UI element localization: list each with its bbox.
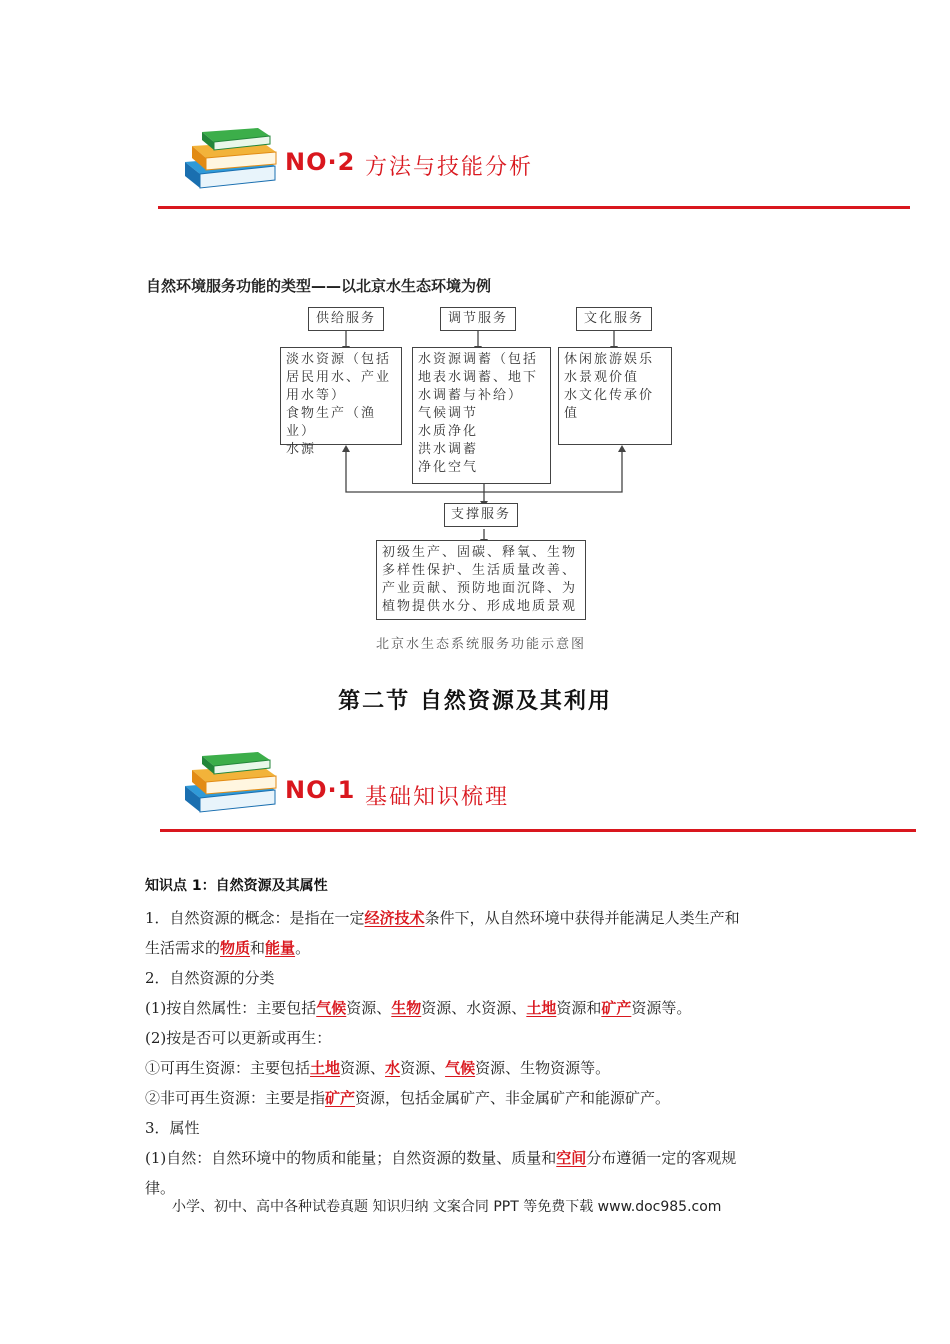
text-line: (1)自然：自然环境中的物质和能量；自然资源的数量、质量和空间分布遵循一定的客观规 [145,1149,737,1167]
text-line: 2．自然资源的分类 [145,969,275,987]
answer-blank: 气候 [316,999,347,1017]
answer-blank: 气候 [445,1059,476,1077]
section-banner-methods [150,122,910,212]
supply-service-box: 供给服务 [308,307,384,331]
culture-service-box: 文化服务 [576,307,652,331]
support-service-detail: 初级生产、固碳、释氧、生物 多样性保护、生活质量改善、 产业贡献、预防地面沉降、为 植物提供水分、形成地质景观 [376,540,586,620]
section-heading: 第二节 自然资源及其利用 [338,689,612,714]
footer-text: 小学、初中、高中各种试卷真题 知识归纳 文案合同 PPT 等免费下载 www.doc985.com [172,1199,722,1215]
text-line: ①可再生资源：主要包括土地资源、水资源、气候资源、生物资源等。 [145,1059,611,1077]
flowchart-title: 自然环境服务功能的类型——以北京水生态环境为例 [146,277,492,295]
books-icon [180,746,280,824]
answer-blank: 空间 [556,1149,587,1167]
answer-blank: 土地 [310,1059,341,1077]
knowledge-point-title: 知识点 1：自然资源及其属性 [145,878,328,894]
text-line: (2)按是否可以更新或再生： [145,1029,332,1047]
text-line: 3．属性 [145,1119,200,1137]
answer-blank: 矿产 [325,1089,356,1107]
text-line: ②非可再生资源：主要是指矿产资源，包括金属矿产、非金属矿产和能源矿产。 [145,1089,671,1107]
banner-number: NO·1 [285,776,356,804]
answer-blank: 矿产 [601,999,632,1017]
answer-blank: 水 [385,1059,401,1077]
knowledge-content [145,875,825,1203]
supply-service-detail: 淡水资源（包括 居民用水、产业 用水等） 食物生产（渔业） 水源 [280,347,402,445]
text-line: (1)按自然属性：主要包括气候资源、生物资源、水资源、土地资源和矿产资源等。 [145,999,692,1017]
banner-divider [160,829,916,832]
banner-number: NO·2 [285,148,356,176]
section-banner-basics [150,746,910,836]
answer-blank: 能量 [265,939,296,957]
culture-service-detail: 休闲旅游娱乐 水景观价值 水文化传承价值 [558,347,672,445]
support-service-box: 支撑服务 [444,503,518,527]
regulate-service-detail: 水资源调蓄（包括 地表水调蓄、地下 水调蓄与补给） 气候调节 水质净化 洪水调蓄 净化空气 [412,347,551,484]
banner-title: 基础知识梳理 [365,785,510,810]
answer-blank: 生物 [391,999,422,1017]
banner-title: 方法与技能分析 [365,155,534,180]
banner-divider [158,206,910,209]
answer-blank: 物质 [220,939,251,957]
books-icon [180,122,280,200]
text-line: 生活需求的物质和能量。 [145,939,311,957]
answer-blank: 土地 [526,999,557,1017]
answer-blank: 经济技术 [364,909,425,927]
text-line: 1．自然资源的概念：是指在一定经济技术条件下，从自然环境中获得并能满足人类生产和 [145,909,740,927]
flowchart-caption: 北京水生态系统服务功能示意图 [376,637,587,652]
regulate-service-box: 调节服务 [440,307,516,331]
text-line: 律。 [145,1179,176,1197]
